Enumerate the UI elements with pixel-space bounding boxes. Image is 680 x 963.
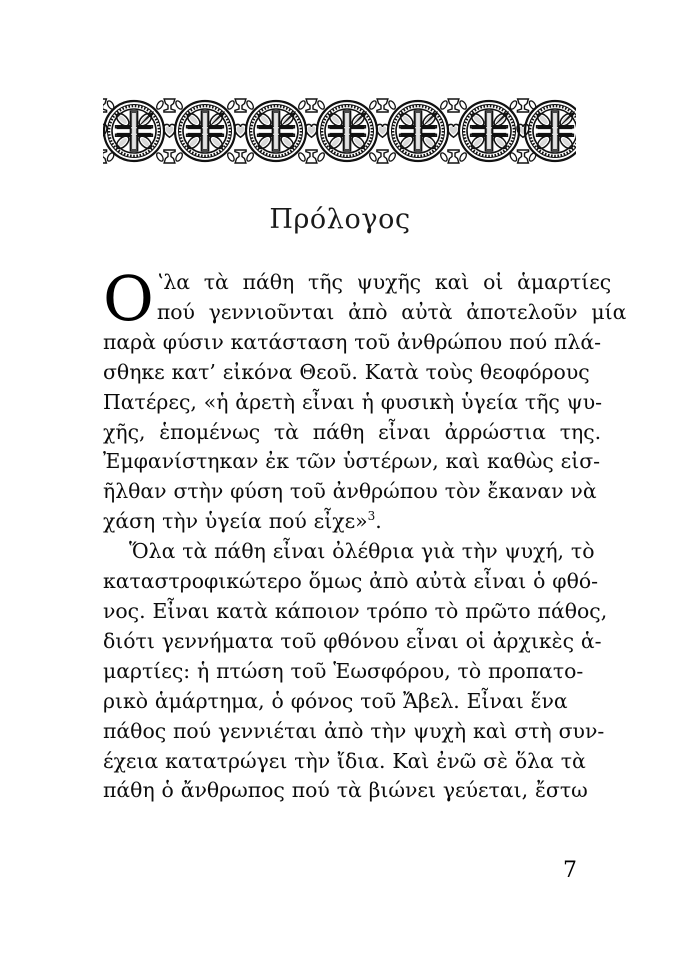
text-line: πάθος πού γεννιέται ἀπὸ τὴν ψυχὴ καὶ στὴ συν-	[103, 718, 605, 743]
text-line: Πατέρες, «ἡ ἀρετὴ εἶναι ἡ φυσικὴ ὑγεία τῆς ψυ-	[103, 389, 602, 414]
text-line: παρὰ φύσιν κατάσταση τοῦ ἀνθρώπου πού πλά-	[103, 329, 602, 354]
paragraph-2	[103, 537, 608, 806]
text-line: χῆς, ἑπομένως τὰ πάθη εἶναι ἀρρώστια της.	[103, 419, 602, 444]
text-line-tail: .	[375, 509, 382, 534]
text-line: καταστροφικώτερο ὅμως ἀπὸ αὐτὰ εἶναι ὁ φθό-	[103, 569, 599, 594]
text-line-with-footnote	[103, 507, 577, 537]
footnote-reference[interactable]: 3	[367, 509, 376, 524]
text-line-content: ʽλα τὰ πάθη τῆς ψυχῆς καὶ οἱ ἁμαρτίες	[156, 270, 612, 294]
text-line: σθηκε κατ’ εἰκόνα Θεοῦ. Κατὰ τοὺς θεοφόρους	[103, 359, 590, 384]
text-line: ρικὸ ἁμάρτημα, ὁ φόνος τοῦ Ἄβελ. Εἶναι ἕνα	[103, 688, 568, 713]
text-line: μαρτίες: ἡ πτώση τοῦ Ἑωσφόρου, τὸ προπατο-	[103, 658, 584, 683]
text-line: Ἐμφανίστηκαν ἐκ τῶν ὑστέρων, καὶ καθὼς εἰσ-	[103, 449, 601, 474]
body-text	[103, 262, 627, 806]
ornament-band	[103, 98, 576, 164]
page-title: Πρόλογος	[269, 204, 411, 235]
text-line	[156, 298, 627, 328]
text-line: πάθη ὁ ἄνθρωπος πού τὰ βιώνει γεύεται, ἔστω	[103, 778, 588, 803]
paragraph-1	[103, 262, 627, 537]
text-line: έχεια κατατρώγει τὴν ἴδια. Καὶ ἐνῶ σὲ ὅλα τὰ	[103, 748, 586, 773]
drop-cap: Ο	[103, 262, 154, 335]
text-line: νος. Εἶναι κατὰ κάποιον τρόπο τὸ πρῶτο πάθος,	[103, 598, 608, 623]
text-line-content: πού γεννιοῦνται ἀπὸ αὐτὰ ἀποτελοῦν μία	[156, 299, 627, 324]
text-line-content: χάση τὴν ὑγεία πού εἶχε»	[103, 509, 368, 534]
text-line: διότι γεννήματα τοῦ φθόνου εἶναι οἱ ἀρχικὲς ἁ-	[103, 628, 602, 653]
text-line	[156, 268, 612, 298]
page-number: 7	[563, 858, 577, 883]
text-line: ῆλθαν στὴν φύση τοῦ ἀνθρώπου τὸν ἔκαναν νὰ	[103, 479, 597, 504]
text-line: Ὅλα τὰ πάθη εἶναι ὀλέθρια γιὰ τὴν ψυχή, τὸ	[129, 539, 595, 564]
